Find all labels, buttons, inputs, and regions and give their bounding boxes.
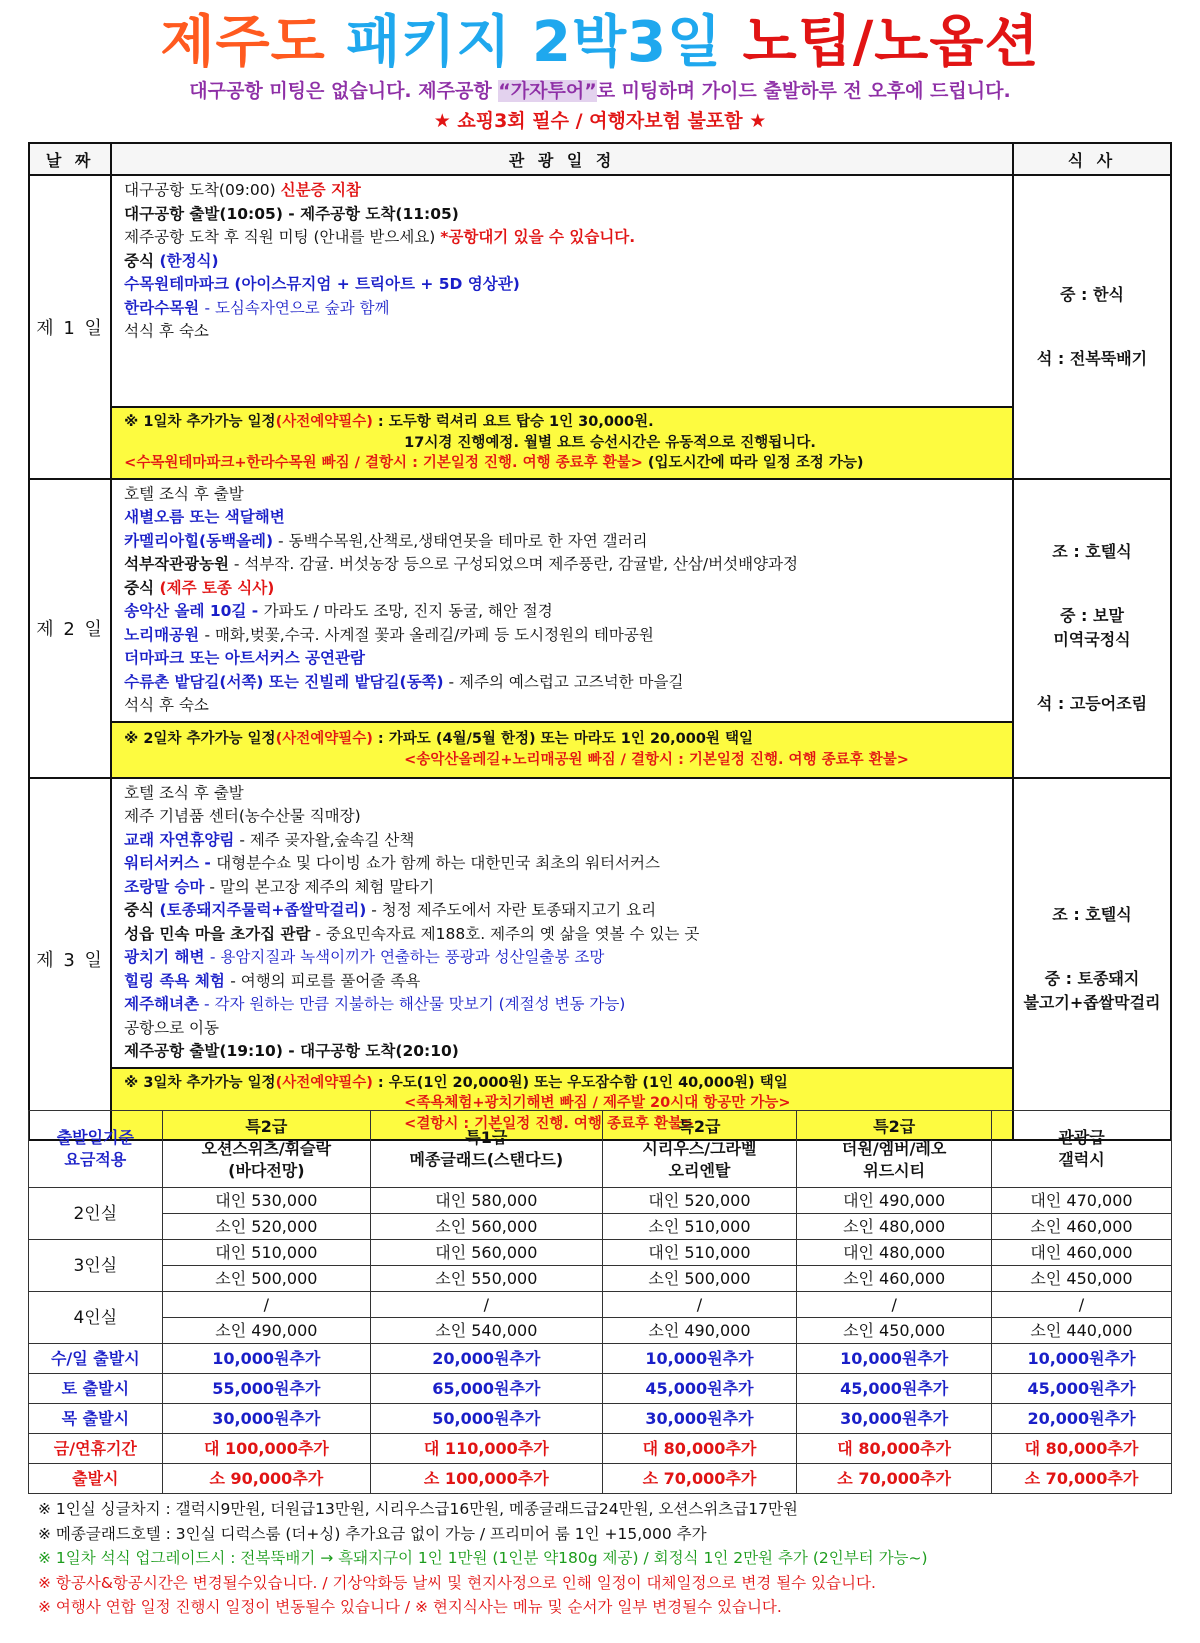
meal-item: 석 : 전복뚝배기 [1036, 348, 1148, 368]
title-package: 패키지 2박3일 [346, 10, 723, 75]
day-itinerary [111, 175, 1013, 407]
price-cell: 소인 500,000 [602, 1266, 797, 1292]
holiday-row [29, 1464, 1172, 1494]
price-cell: 소인 440,000 [992, 1318, 1172, 1344]
line-segment: 워터서커스 - [124, 854, 217, 872]
surcharge-cell: 45,000원추가 [992, 1374, 1172, 1404]
line-segment: 제주공항 도착 후 직원 미팅 (안내를 받으세요) [124, 228, 441, 246]
note-line: ※ 항공사&항공시간은 변경될수있습니다. / 기상악화등 날씨 및 현지사정으로 인해 일정이 대체일정으로 변경 될수 있습니다. [38, 1573, 876, 1592]
optional-tour-line [124, 412, 1000, 433]
holiday-cell: 소 70,000추가 [602, 1464, 797, 1494]
itinerary-line [124, 647, 1000, 671]
line-segment: 제주해녀촌 [124, 995, 200, 1013]
line-segment: - 여행의 피로를 풀어줄 족욕 [230, 971, 421, 990]
line-segment: ※ 3일차 추가가능 일정 [124, 1074, 276, 1091]
line-segment: (토종돼지주물럭+좁쌀막걸리) [159, 901, 367, 919]
itinerary-line [124, 553, 1000, 577]
itinerary-line [124, 483, 1000, 507]
hotel-header-line: 오리엔탈 [668, 1161, 731, 1180]
note-line: ※ 1인실 싱글차지 : 갤럭시9만원, 더원급13만원, 시리우스급16만원, 메종글래드급24만원, 오션스위츠급17만원 [38, 1500, 798, 1518]
surcharge-cell: 10,000원추가 [162, 1344, 370, 1374]
optional-tour-line [124, 1073, 1000, 1094]
price-row [29, 1266, 1172, 1292]
price-cell: 대인 460,000 [992, 1240, 1172, 1266]
hotel-header-line: 메종글래드(스탠다드) [409, 1150, 564, 1169]
day-row [29, 175, 1171, 407]
surcharge-label: 토 출발시 [29, 1374, 163, 1404]
line-segment: 대형분수쇼 및 다이빙 쇼가 함께 하는 대한민국 최초의 워터서커스 [216, 854, 660, 872]
holiday-cell: 대 100,000추가 [162, 1434, 370, 1464]
day-itinerary [111, 479, 1013, 722]
line-segment: 힐링 족욕 체험 [124, 971, 231, 990]
price-cell: 소인 460,000 [797, 1266, 992, 1292]
surcharge-cell: 10,000원추가 [797, 1344, 992, 1374]
day-meals [1013, 479, 1171, 778]
itinerary-line [124, 506, 1000, 530]
title-no-tip: 노팁/노옵션 [742, 10, 1040, 75]
itinerary-line [124, 805, 1000, 829]
holiday-cell: 소 100,000추가 [371, 1464, 603, 1494]
hotel-header-line: 특2급 [678, 1117, 721, 1136]
holiday-row [29, 1434, 1172, 1464]
surcharge-cell: 20,000원추가 [992, 1404, 1172, 1434]
price-row [29, 1240, 1172, 1266]
line-segment: 광치기 해변 [124, 948, 210, 966]
hotel-header-line: 시리우스/그라벨 [642, 1139, 757, 1158]
price-cell: 대인 480,000 [797, 1240, 992, 1266]
itinerary-line [124, 600, 1000, 624]
corner-line: 요금적용 [64, 1150, 127, 1169]
meal-item: 조 : 호텔식 [1052, 904, 1132, 924]
line-segment: 호텔 조식 후 출발 [124, 783, 244, 802]
price-cell: 소인 510,000 [602, 1214, 797, 1240]
itinerary-line [124, 852, 1000, 876]
hotel-header-line: 갤럭시 [1058, 1150, 1105, 1169]
itinerary-line [124, 923, 1000, 947]
line-segment: (입도시간에 따라 일정 조정 가능) [642, 455, 864, 471]
line-segment: - 각자 원하는 만큼 지불하는 해산물 맛보기 (계절성 변동 가능) [199, 995, 626, 1013]
line-segment: 제주 기념품 센터(농수산물 직매장) [124, 807, 361, 825]
note-line: ※ 여행사 연합 일정 진행시 일정이 변동될수 있습니다 / ※ 현지식사는 메뉴 및 순서가 일부 변경될수 있습니다. [38, 1598, 782, 1616]
line-segment: <송악산올레길+노리매공원 빠짐 / 결항시 : 기본일정 진행. 여행 종료후 환불> [404, 751, 909, 768]
line-segment: 석식 후 숙소 [124, 696, 209, 714]
meeting-info [0, 78, 1200, 104]
price-cell: 소인 560,000 [371, 1214, 603, 1240]
line-segment: 대구공항 도착(09:00) [124, 181, 281, 199]
line-segment: 제주공항 출발(19:10) - 대구공항 도착(20:10) [124, 1042, 459, 1060]
meal-item: 중 : 보말 [1060, 606, 1124, 625]
itinerary-line [124, 577, 1000, 601]
optional-tour-box [111, 722, 1013, 778]
price-cell: 대인 560,000 [371, 1240, 603, 1266]
hotel-header [992, 1111, 1172, 1188]
surcharge-cell: 20,000원추가 [371, 1344, 603, 1374]
day-option-row [29, 722, 1171, 778]
line-segment: <결항시 : 기본일정 진행. 여행 종료후 환불> [404, 1115, 695, 1132]
itinerary-line [124, 203, 1000, 227]
holiday-cell: 대 80,000추가 [797, 1434, 992, 1464]
price-cell: 소인 490,000 [162, 1318, 370, 1344]
day-option-row [29, 407, 1171, 479]
price-cell: 대인 510,000 [162, 1240, 370, 1266]
itinerary-line [124, 876, 1000, 900]
itinerary-line [124, 899, 1000, 923]
surcharge-row [29, 1374, 1172, 1404]
hotel-header-line: 오션스위츠/휘슬락 [201, 1139, 332, 1158]
price-cell: 소인 450,000 [797, 1318, 992, 1344]
itinerary-line [124, 1040, 1000, 1064]
hotel-header-line: 관광급 [1058, 1128, 1105, 1147]
price-cell: 대인 530,000 [162, 1188, 370, 1214]
meal-item: 중 : 토종돼지 [1044, 968, 1140, 988]
line-segment: 석부작관광농원 [124, 555, 229, 573]
day-label: 제 3 일 [29, 778, 111, 1140]
price-cell: 대인 580,000 [371, 1188, 603, 1214]
line-segment: 더마파크 또는 아트서커스 공연관람 [124, 649, 365, 667]
price-cell: 소인 450,000 [992, 1266, 1172, 1292]
price-cell: / [371, 1292, 603, 1318]
meal-item: 조 : 호텔식 [1052, 542, 1132, 561]
line-segment: - 말의 본고장 제주의 체험 말타기 [204, 877, 435, 896]
price-cell: 소인 500,000 [162, 1266, 370, 1292]
line-segment: (한정식) [159, 251, 219, 270]
optional-tour-line [124, 729, 1000, 750]
meal-item: 미역국정식 [1053, 630, 1131, 649]
price-cell: 대인 520,000 [602, 1188, 797, 1214]
corner-line: 출발일기준 [56, 1128, 134, 1147]
price-row [29, 1292, 1172, 1318]
hotel-header-line: 특2급 [245, 1117, 288, 1136]
line-segment: (사전예약필수) [275, 731, 373, 747]
price-table [28, 1110, 1172, 1494]
surcharge-label: 목 출발시 [29, 1404, 163, 1434]
shopping-notice: ★ 쇼핑3회 필수 / 여행자보험 불포함 ★ [433, 110, 767, 132]
price-cell: / [992, 1292, 1172, 1318]
room-type-label: 4인실 [29, 1292, 163, 1344]
surcharge-cell: 45,000원추가 [602, 1374, 797, 1404]
meal-item: 중 : 한식 [1060, 284, 1124, 304]
holiday-cell: 소 70,000추가 [992, 1464, 1172, 1494]
col-header-date: 날 짜 [29, 143, 111, 175]
day-meals [1013, 175, 1171, 479]
itinerary-line [124, 624, 1000, 648]
line-segment: 호텔 조식 후 출발 [124, 484, 244, 503]
itinerary-line [124, 829, 1000, 853]
price-row [29, 1214, 1172, 1240]
line-segment: (사전예약필수) [275, 414, 373, 430]
line-segment: - 동백수목원,산책로,생태연못을 테마로 한 자연 갤러리 [273, 531, 648, 550]
itinerary-line [124, 297, 1000, 321]
itinerary-line [124, 530, 1000, 554]
hotel-header-line: 더원/엠버/레오 [841, 1139, 947, 1158]
price-row [29, 1318, 1172, 1344]
price-cell: 소인 460,000 [992, 1214, 1172, 1240]
surcharge-label: 수/일 출발시 [29, 1344, 163, 1374]
itinerary-line [124, 1017, 1000, 1041]
day-label: 제 1 일 [29, 175, 111, 479]
line-segment: - 중요민속자료 제188호. 제주의 옛 삶을 엿볼 수 있는 곳 [310, 924, 700, 943]
itinerary-line [124, 694, 1000, 718]
surcharge-cell: 30,000원추가 [602, 1404, 797, 1434]
holiday-label: 금/연휴기간 [29, 1434, 163, 1464]
line-segment: 조랑말 승마 [124, 877, 205, 896]
holiday-label: 출발시 [29, 1464, 163, 1494]
optional-tour-line [124, 453, 1000, 474]
hotel-header [797, 1111, 992, 1188]
schedule-days [29, 175, 1171, 1140]
holiday-cell: 대 80,000추가 [992, 1434, 1172, 1464]
line-segment: 가파도 / 마라도 조망, 진지 동굴, 해안 절경 [263, 602, 553, 620]
line-segment: 수류촌 밭담길(서쪽) 또는 진빌레 밭담길(동쪽) [124, 672, 444, 691]
line-segment: - 청정 제주도에서 자란 토종돼지고기 요리 [366, 901, 657, 919]
line-segment: (제주 토종 식사) [159, 578, 275, 597]
holiday-cell: 대 110,000추가 [371, 1434, 603, 1464]
itinerary-line [124, 320, 1000, 344]
note-line: ※ 1일차 석식 업그레이드시 : 전복뚝배기 → 흑돼지구이 1인 1만원 (1인분 약180g 제공) / 회정식 1인 2만원 추가 (2인부터 가능~) [38, 1549, 928, 1567]
title-destination: 제주도 [160, 10, 326, 75]
line-segment: - 용암지질과 녹색이끼가 연출하는 풍광과 성산일출봉 조망 [209, 948, 605, 966]
line-segment: : 가파도 (4월/5월 한정) 또는 마라도 1인 20,000원 택일 [372, 731, 753, 747]
surcharge-cell: 10,000원추가 [992, 1344, 1172, 1374]
price-cell: 소인 540,000 [371, 1318, 603, 1344]
line-segment: (사전예약필수) [275, 1074, 373, 1091]
surcharge-row [29, 1404, 1172, 1434]
day-meals [1013, 778, 1171, 1140]
line-segment: - 석부작. 감귤. 버섯농장 등으로 구성되었으며 제주풍란, 감귤밭, 산삼/버섯배양과정 [228, 555, 798, 573]
line-segment: : 우도(1인 20,000원) 또는 우도잠수함 (1인 40,000원) 택일 [372, 1074, 788, 1091]
line-segment: 공항으로 이동 [124, 1018, 219, 1037]
meeting-text-pre: 대구공항 미팅은 없습니다. 제주공항 [189, 80, 499, 102]
surcharge-row [29, 1344, 1172, 1374]
holiday-cell: 소 90,000추가 [162, 1464, 370, 1494]
itinerary-line [124, 226, 1000, 250]
line-segment: 중식 [124, 251, 160, 270]
line-segment: 노리매공원 [124, 625, 205, 644]
line-segment: - 도심속자연으로 숲과 함께 [204, 298, 390, 317]
note-line: ※ 메종글래드호텔 : 3인실 디럭스룸 (더+싱) 추가요금 없이 가능 / 프리미어 룸 1인 +15,000 추가 [38, 1524, 707, 1543]
line-segment: <수목원테마파크+한라수목원 빠짐 / 결항시 : 기본일정 진행. 여행 종료후 환불> [124, 455, 643, 471]
surcharge-cell: 65,000원추가 [371, 1374, 603, 1404]
itinerary-line [124, 970, 1000, 994]
surcharge-cell: 30,000원추가 [162, 1404, 370, 1434]
day-row [29, 778, 1171, 1068]
price-header-row [29, 1111, 1172, 1188]
surcharge-cell: 30,000원추가 [797, 1404, 992, 1434]
price-cell: 대인 490,000 [797, 1188, 992, 1214]
line-segment: 중식 [124, 578, 160, 597]
surcharge-cell: 10,000원추가 [602, 1344, 797, 1374]
day-itinerary [111, 778, 1013, 1068]
surcharge-cell: 45,000원추가 [797, 1374, 992, 1404]
line-segment: - 제주의 예스럽고 고즈넉한 마을길 [443, 672, 684, 691]
meal-item: 석 : 고등어조림 [1036, 694, 1148, 713]
meeting-highlight: “가자투어” [498, 80, 597, 102]
hotel-header [371, 1111, 603, 1188]
price-corner [29, 1111, 163, 1188]
line-segment: 송악산 올레 10길 - [124, 602, 264, 620]
itinerary-line [124, 250, 1000, 274]
price-cell: / [162, 1292, 370, 1318]
price-cell: 소인 550,000 [371, 1266, 603, 1292]
line-segment: ※ 2일차 추가가능 일정 [124, 731, 276, 747]
hotel-header [602, 1111, 797, 1188]
price-cell: 소인 520,000 [162, 1214, 370, 1240]
line-segment: <족욕체험+광치기해변 빠짐 / 제주발 20시대 항공만 가능> [404, 1095, 791, 1112]
price-cell: 소인 480,000 [797, 1214, 992, 1240]
line-segment: 신분증 지참 [280, 181, 361, 199]
itinerary-line [124, 179, 1000, 203]
itinerary-line [124, 671, 1000, 695]
holiday-cell: 소 70,000추가 [797, 1464, 992, 1494]
itinerary-line [124, 946, 1000, 970]
hotel-header-line: (바다전망) [228, 1161, 305, 1180]
meal-item: 불고기+좁쌀막걸리 [1023, 992, 1161, 1012]
day-label: 제 2 일 [29, 479, 111, 778]
hotel-header-line: 특1급 [465, 1128, 508, 1147]
day-row [29, 479, 1171, 722]
schedule-table [28, 142, 1172, 1141]
line-segment: 교래 자연휴양림 [124, 830, 235, 849]
line-segment: 17시경 진행예정. 월별 요트 승선시간은 유동적으로 진행됩니다. [404, 434, 816, 451]
meeting-text-post: 로 미팅하며 가이드 출발하루 전 오후에 드립니다. [596, 80, 1011, 102]
optional-tour-line [124, 433, 1000, 454]
price-cell: / [602, 1292, 797, 1318]
line-segment: ※ 1일차 추가가능 일정 [124, 414, 276, 430]
itinerary-line [124, 273, 1000, 297]
col-header-itinerary: 관 광 일 정 [111, 143, 1013, 175]
holiday-cell: 대 80,000추가 [602, 1434, 797, 1464]
line-segment: 새별오름 또는 색달해변 [124, 508, 285, 526]
price-cell: 대인 470,000 [992, 1188, 1172, 1214]
line-segment: : 도두항 럭셔리 요트 탑승 1인 30,000원. [372, 414, 654, 430]
itinerary-line [124, 782, 1000, 806]
line-segment: 카멜리아힐(동백올레) [124, 531, 274, 550]
line-segment: - 제주 곶자왈,숲속길 산책 [234, 830, 415, 849]
notes [38, 1497, 1178, 1620]
col-header-meal: 식 사 [1013, 143, 1171, 175]
line-segment: 성읍 민속 마을 초가집 관람 [124, 924, 311, 943]
optional-tour-line [124, 750, 1000, 771]
line-segment: 한라수목원 [124, 298, 205, 317]
line-segment: 대구공항 출발(10:05) - 제주공항 도착(11:05) [124, 204, 459, 223]
room-type-label: 2인실 [29, 1188, 163, 1240]
line-segment: - 매화,벚꽃,수국. 사계절 꽃과 올레길/카페 등 도시정원의 테마공원 [204, 625, 654, 644]
surcharge-cell: 50,000원추가 [371, 1404, 603, 1434]
optional-tour-box [111, 407, 1013, 479]
line-segment: 석식 후 숙소 [124, 322, 209, 340]
surcharge-cell: 55,000원추가 [162, 1374, 370, 1404]
hotel-header-line: 특2급 [873, 1117, 916, 1136]
price-row [29, 1188, 1172, 1214]
page-title [0, 6, 1200, 80]
hotel-header [162, 1111, 370, 1188]
room-type-label: 3인실 [29, 1240, 163, 1292]
line-segment: *공항대기 있을 수 있습니다. [440, 228, 636, 246]
hotel-header-line: 위드시티 [863, 1161, 926, 1180]
price-rows [29, 1111, 1172, 1494]
price-cell: / [797, 1292, 992, 1318]
price-cell: 소인 490,000 [602, 1318, 797, 1344]
line-segment: 수목원테마파크 (아이스뮤지엄 + 트릭아트 + 5D 영상관) [124, 275, 520, 293]
line-segment: 중식 [124, 901, 160, 919]
price-cell: 대인 510,000 [602, 1240, 797, 1266]
itinerary-line [124, 993, 1000, 1017]
